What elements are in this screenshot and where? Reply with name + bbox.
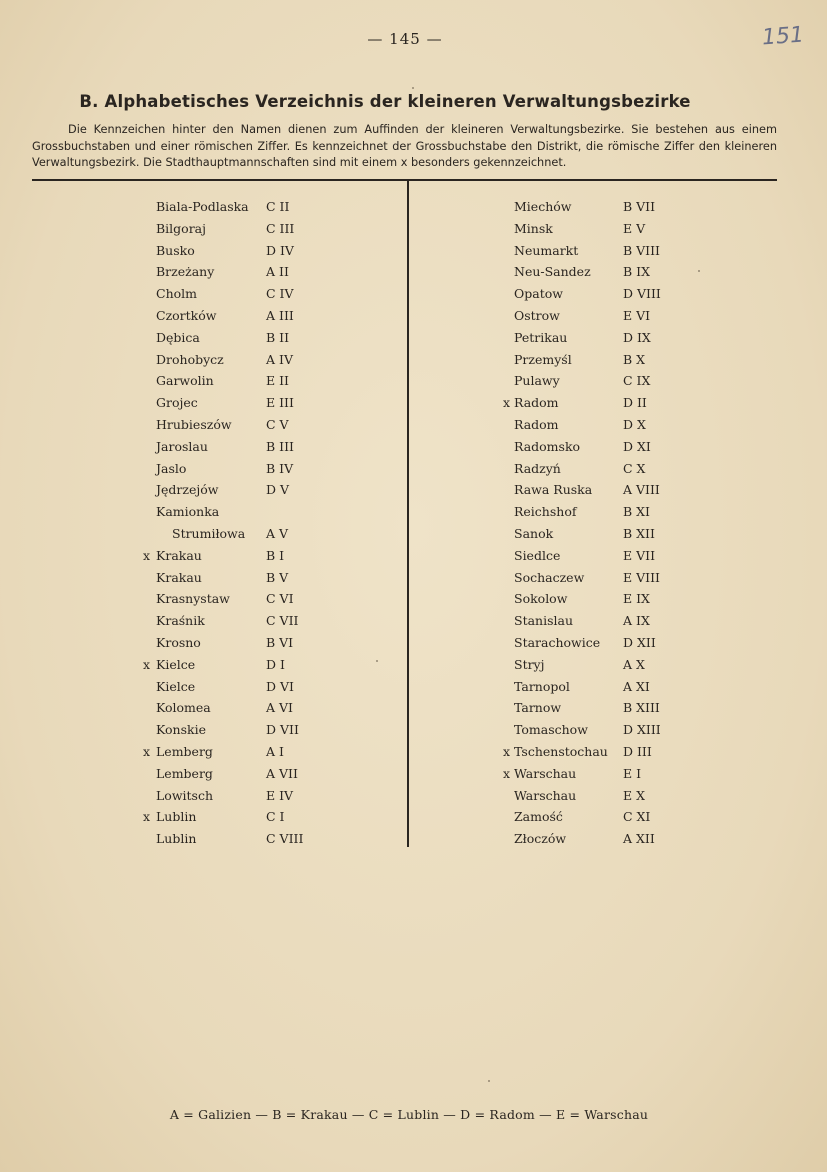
register-row (143, 679, 363, 699)
district-name: Krosno (156, 635, 201, 650)
district-name: Krakau (156, 547, 202, 563)
district-code: C XI (623, 809, 651, 825)
district-code: D IX (623, 329, 651, 345)
district-name: Strumiłowa (172, 526, 246, 541)
register-row (503, 700, 723, 720)
district-legend: A = Galizien — B = Krakau — C = Lublin — D = Radom — E = Warschau (169, 1107, 649, 1122)
district-name: Starachowice (514, 635, 601, 650)
district-code: C V (266, 417, 289, 432)
register-row (503, 548, 723, 568)
register-row (143, 264, 363, 284)
district-code: D X (623, 417, 646, 432)
district-name: Tarnopol (514, 678, 570, 694)
register-row (503, 591, 723, 611)
district-code: A X (623, 656, 645, 672)
district-name: Petrikau (514, 329, 568, 345)
district-name: Garwolin (156, 373, 214, 389)
register-row (143, 504, 363, 524)
district-code: A III (266, 308, 294, 323)
district-code: D II (623, 395, 647, 411)
district-code: B VII (623, 199, 656, 214)
register-row (503, 526, 723, 546)
header-rule (32, 179, 777, 181)
register-row (143, 352, 363, 372)
city-marker: x (143, 809, 151, 825)
district-name: Bilgoraj (156, 220, 207, 236)
intro-paragraph: Die Kennzeichen hinter den Namen dienen zum Auffinden der kleineren Verwaltungsbezirke. Sie bestehen aus einem Grossbuchstaben und einer römischen Ziffer. Es kennzeichnet der Grossbuchstabe den Distrikt, die römische Ziffer den kleineren Verwaltungsbezirk. Die Stadthauptmannschaften sind mit einem x besonders gekennzeichnet. (32, 123, 777, 169)
district-code: B IX (623, 264, 650, 280)
district-code: E VI (623, 308, 651, 323)
city-marker: x (143, 656, 151, 672)
page-number: — 145 — (367, 30, 443, 48)
district-code: C I (266, 809, 285, 825)
district-name: Lemberg (156, 765, 213, 781)
register-row (143, 722, 363, 742)
district-name: Kielce (156, 656, 196, 672)
district-code: A I (266, 744, 284, 759)
register-row (503, 766, 723, 786)
register-row (503, 635, 723, 655)
district-name: Kamionka (156, 504, 220, 520)
district-code: A II (266, 264, 289, 280)
district-code: B II (266, 329, 290, 345)
district-code: D XII (623, 635, 656, 650)
district-code: A IV (266, 351, 293, 367)
register-row (503, 461, 723, 481)
district-name: Siedlce (514, 547, 561, 563)
register-row (143, 199, 363, 219)
register-row (143, 700, 363, 720)
district-code: B IV (266, 460, 294, 476)
district-name: Jędrzejów (156, 482, 219, 498)
district-code: A VI (266, 700, 293, 716)
district-code: B VIII (623, 242, 660, 258)
district-name: Cholm (156, 286, 197, 302)
register-row (503, 373, 723, 393)
district-name: Drohobycz (156, 351, 224, 367)
register-row (503, 679, 723, 699)
district-name: Tschenstochau (514, 744, 608, 759)
district-code: D VI (266, 678, 294, 694)
district-name: Rawa Ruska (514, 482, 593, 498)
district-code: E VIII (623, 569, 660, 585)
district-name: Warschau (514, 787, 577, 803)
district-name: Hrubieszów (156, 417, 232, 432)
district-code: C X (623, 460, 646, 476)
district-name: Minsk (514, 220, 553, 236)
register-row (143, 766, 363, 786)
register-row (143, 570, 363, 590)
district-code: B V (266, 569, 289, 585)
register-row (143, 809, 363, 829)
district-name: Lublin (156, 809, 197, 825)
district-code: C IX (623, 373, 651, 389)
register-row (503, 221, 723, 241)
register-row (143, 373, 363, 393)
district-name: Kraśnik (156, 613, 205, 629)
district-name: Czortków (156, 308, 217, 323)
district-code: E IX (623, 591, 650, 607)
district-code: E IV (266, 787, 294, 803)
district-name: Neu-Sandez (514, 264, 591, 280)
district-name: Biala-Podlaska (156, 199, 249, 214)
register-row (143, 417, 363, 437)
district-code: B III (266, 438, 294, 454)
district-name: Sanok (514, 526, 554, 541)
district-code: A VII (266, 765, 298, 781)
district-code: B VI (266, 635, 294, 650)
district-code: D XIII (623, 722, 661, 738)
district-name: Grojec (156, 395, 198, 411)
district-code: C VII (266, 613, 299, 629)
register-row (143, 613, 363, 633)
district-name: Kielce (156, 678, 196, 694)
city-marker: x (503, 765, 511, 781)
district-name: Miechów (514, 199, 572, 214)
district-code: D I (266, 656, 285, 672)
district-name: Lemberg (156, 744, 213, 759)
district-name: Przemyśl (514, 351, 572, 367)
register-row (143, 461, 363, 481)
district-name: Reichshof (514, 504, 577, 520)
district-code: D XI (623, 438, 651, 454)
district-name: Zamość (514, 809, 563, 825)
paper-speck (698, 270, 700, 272)
district-name: Radom (514, 417, 559, 432)
register-row (503, 788, 723, 808)
register-row (503, 286, 723, 306)
register-row (503, 330, 723, 350)
page-title: B. Alphabetisches Verzeichnis der kleineren Verwaltungsbezirke (79, 92, 691, 111)
register-row (143, 526, 363, 546)
district-name: Opatow (514, 286, 563, 302)
register-row (503, 439, 723, 459)
register-row (503, 570, 723, 590)
district-name: Stryj (514, 656, 545, 672)
district-name: Lowitsch (156, 787, 214, 803)
register-row (143, 221, 363, 241)
district-code: B XII (623, 526, 655, 541)
district-name: Radzyń (514, 460, 561, 476)
register-row (143, 591, 363, 611)
district-name: Krasnystaw (156, 591, 230, 607)
district-code: D VII (266, 722, 299, 738)
district-name: Pulawy (514, 373, 560, 389)
district-code: C III (266, 220, 295, 236)
register-row (143, 744, 363, 764)
register-row (143, 635, 363, 655)
city-marker: x (143, 744, 151, 759)
register-row (503, 352, 723, 372)
paper-speck (488, 1080, 490, 1082)
register-row (503, 264, 723, 284)
archive-mark: 151 (761, 22, 805, 51)
district-name: Sochaczew (514, 569, 585, 585)
district-code: C IV (266, 286, 294, 302)
column-divider (407, 181, 409, 847)
district-code: D III (623, 744, 652, 759)
district-name: Warschau (514, 765, 577, 781)
district-code: C VI (266, 591, 294, 607)
district-code: D VIII (623, 286, 661, 302)
district-code: E I (623, 765, 642, 781)
district-name: Stanislau (514, 613, 574, 629)
district-code: E X (623, 787, 645, 803)
district-name: Lublin (156, 831, 197, 847)
district-code: A V (266, 526, 289, 541)
district-code: A VIII (623, 482, 660, 498)
district-code: D IV (266, 242, 294, 258)
register-row (143, 548, 363, 568)
district-name: Jaroslau (156, 438, 208, 454)
district-name: Złoczów (514, 831, 567, 847)
register-row (143, 788, 363, 808)
paper-speck (412, 87, 414, 89)
district-code: E III (266, 395, 294, 411)
register-row (503, 722, 723, 742)
register-row (143, 657, 363, 677)
district-name: Radom (514, 395, 559, 411)
district-name: Tomaschow (514, 722, 588, 738)
district-code: C II (266, 199, 290, 214)
register-row (143, 395, 363, 415)
district-code: A IX (623, 613, 650, 629)
register-row (503, 482, 723, 502)
register-row (503, 395, 723, 415)
district-code: E II (266, 373, 289, 389)
city-marker: x (503, 395, 511, 411)
district-name: Neumarkt (514, 242, 579, 258)
register-row (143, 330, 363, 350)
district-code: E V (623, 220, 646, 236)
district-name: Krakau (156, 569, 202, 585)
register-row (503, 831, 723, 851)
register-row (503, 504, 723, 524)
register-row (143, 439, 363, 459)
district-name: Brzeżany (156, 264, 215, 280)
district-code: B I (266, 547, 285, 563)
district-name: Dębica (156, 329, 200, 345)
register-row (503, 744, 723, 764)
district-code: E VII (623, 547, 656, 563)
district-name: Jaslo (156, 460, 187, 476)
paper-speck (376, 660, 378, 662)
register-row (143, 286, 363, 306)
district-code: A XI (623, 678, 650, 694)
register-row (503, 809, 723, 829)
city-marker: x (503, 744, 511, 759)
district-code: B XI (623, 504, 650, 520)
register-row (503, 199, 723, 219)
district-code: B X (623, 351, 646, 367)
district-code: D V (266, 482, 290, 498)
register-row (503, 308, 723, 328)
register-row (503, 657, 723, 677)
register-row (503, 417, 723, 437)
district-name: Busko (156, 242, 195, 258)
register-row (503, 243, 723, 263)
district-name: Konskie (156, 722, 206, 738)
register-row (143, 308, 363, 328)
district-code: A XII (623, 831, 655, 847)
district-code: C VIII (266, 831, 304, 847)
district-name: Radomsko (514, 438, 581, 454)
district-name: Kolomea (156, 700, 211, 716)
city-marker: x (143, 547, 151, 563)
register-row (143, 831, 363, 851)
district-name: Ostrow (514, 308, 560, 323)
district-name: Sokolow (514, 591, 568, 607)
register-row (143, 243, 363, 263)
district-code: B XIII (623, 700, 660, 716)
district-name: Tarnow (514, 700, 562, 716)
register-row (503, 613, 723, 633)
register-row (143, 482, 363, 502)
